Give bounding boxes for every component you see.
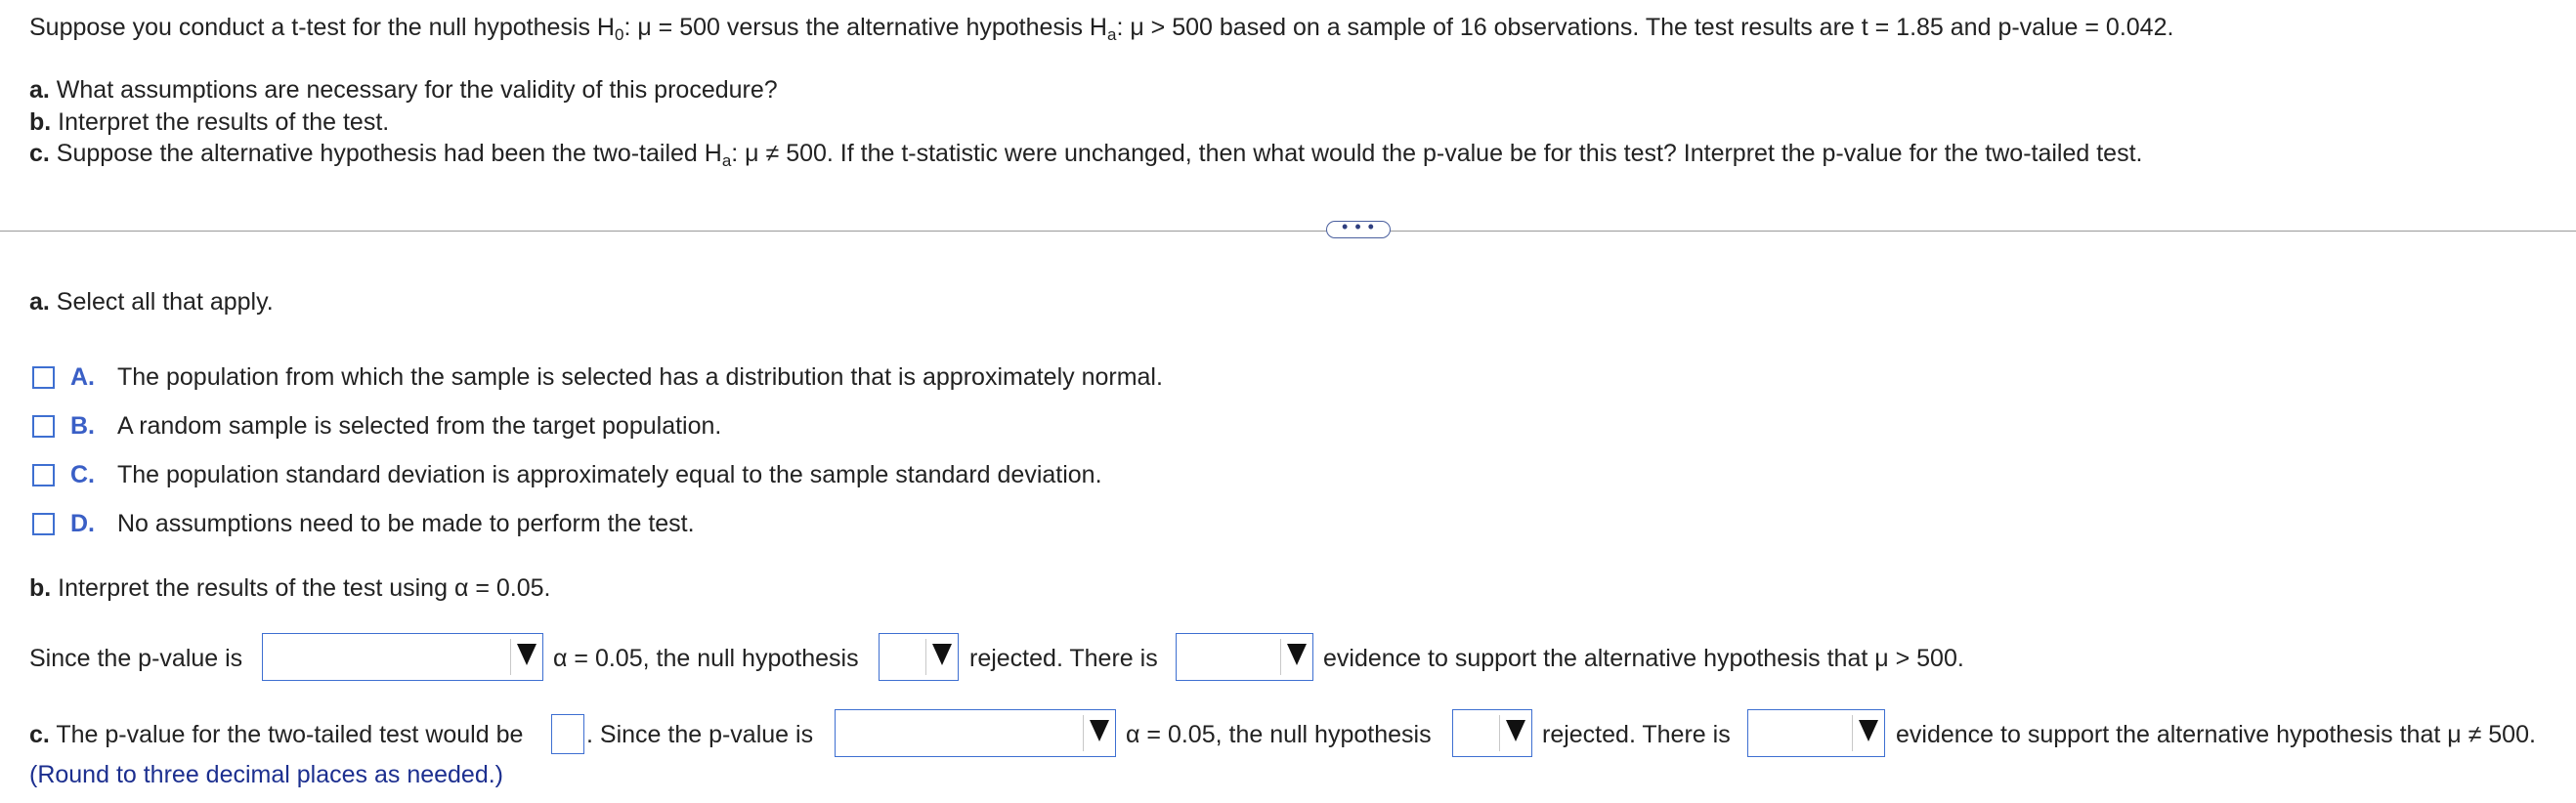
- c-pvalue-comparison-dropdown[interactable]: [835, 709, 1116, 757]
- b-sentence-3: rejected. There is: [969, 645, 1158, 672]
- option-c-letter: C.: [70, 461, 95, 488]
- c-sentence-5: evidence to support the alternative hypothesis that μ ≠ 500.: [1896, 721, 2536, 748]
- option-c[interactable]: [70, 461, 1102, 489]
- question-part-c: [29, 140, 2142, 168]
- part-c-subscript: a: [721, 151, 732, 170]
- b-sentence-2: α = 0.05, the null hypothesis: [553, 645, 859, 672]
- section-b-label: b.: [29, 574, 52, 602]
- b-sentence-1: Since the p-value is: [29, 645, 243, 672]
- intro-text-1: Suppose you conduct a t-test for the null hypothesis H: [29, 14, 615, 41]
- dropdown-arrow-icon: [1506, 720, 1525, 741]
- rounding-hint: (Round to three decimal places as needed.): [29, 761, 504, 788]
- dropdown-arrow-icon: [517, 644, 537, 665]
- part-b-label: b.: [29, 108, 52, 136]
- part-c-text-2: : μ ≠ 500. If the t-statistic were unchanged, then what would the p-value be for this test? Interpret the p-value for the two-tailed test.: [731, 140, 2143, 167]
- section-a-label: a.: [29, 288, 50, 316]
- option-b-letter: B.: [70, 412, 95, 440]
- option-b[interactable]: [70, 412, 721, 441]
- b-sentence-4: evidence to support the alternative hypothesis that μ > 500.: [1323, 645, 1964, 672]
- more-options-button[interactable]: [1326, 217, 1391, 238]
- c-sentence-1: [29, 721, 523, 749]
- dropdown-separator: [1852, 715, 1853, 751]
- option-a-letter: A.: [70, 363, 95, 391]
- part-c-label: c.: [29, 140, 50, 167]
- dropdown-separator: [925, 639, 926, 675]
- option-d-letter: D.: [70, 510, 95, 537]
- section-b-prompt: [29, 574, 551, 603]
- c-sentence-4: rejected. There is: [1542, 721, 1731, 748]
- option-c-checkbox[interactable]: [32, 464, 55, 486]
- option-a-checkbox[interactable]: [32, 366, 55, 389]
- h0-subscript: 0: [614, 25, 624, 44]
- part-a-label: a.: [29, 76, 50, 104]
- dropdown-separator: [1083, 715, 1084, 751]
- dropdown-separator: [1499, 715, 1500, 751]
- part-c-text-1: Suppose the alternative hypothesis had been the two-tailed H: [49, 140, 722, 167]
- section-a-prompt: [29, 288, 274, 317]
- section-divider: [0, 231, 2576, 232]
- option-c-text: The population standard deviation is approximately equal to the sample standard deviation.: [116, 461, 1102, 488]
- option-a[interactable]: [70, 363, 1163, 392]
- option-a-text: The population from which the sample is selected has a distribution that is approximately normal.: [116, 363, 1163, 391]
- option-b-checkbox[interactable]: [32, 415, 55, 438]
- option-d[interactable]: [70, 510, 695, 538]
- question-intro: [29, 14, 2173, 42]
- c-pvalue-input[interactable]: [551, 714, 584, 754]
- c-evidence-dropdown[interactable]: [1747, 709, 1885, 757]
- section-b-text: Interpret the results of the test using α = 0.05.: [51, 574, 551, 602]
- b-evidence-dropdown[interactable]: [1176, 633, 1313, 681]
- question-part-a: [29, 76, 778, 105]
- section-a-text: Select all that apply.: [49, 288, 274, 316]
- option-d-text: No assumptions need to be made to perform the test.: [116, 510, 695, 537]
- ha-subscript: a: [1106, 25, 1117, 44]
- part-a-text: What assumptions are necessary for the validity of this procedure?: [49, 76, 778, 104]
- c-text-1: The p-value for the two-tailed test would be: [49, 721, 524, 748]
- ellipsis-icon: • • •: [1342, 217, 1375, 236]
- option-b-text: A random sample is selected from the target population.: [116, 412, 722, 440]
- part-b-text: Interpret the results of the test.: [51, 108, 390, 136]
- intro-text-2: : μ = 500 versus the alternative hypothesis H: [623, 14, 1107, 41]
- b-null-hypothesis-dropdown[interactable]: [879, 633, 959, 681]
- question-part-b: [29, 108, 389, 137]
- dropdown-separator: [1280, 639, 1281, 675]
- dropdown-arrow-icon: [1287, 644, 1307, 665]
- dropdown-arrow-icon: [932, 644, 952, 665]
- dropdown-arrow-icon: [1090, 720, 1109, 741]
- c-null-hypothesis-dropdown[interactable]: [1452, 709, 1532, 757]
- b-pvalue-comparison-dropdown[interactable]: [262, 633, 543, 681]
- dropdown-arrow-icon: [1859, 720, 1878, 741]
- section-c-label: c.: [29, 721, 50, 748]
- intro-text-3: : μ > 500 based on a sample of 16 observations. The test results are t = 1.85 and p-value = 0.042.: [1116, 14, 2174, 41]
- option-d-checkbox[interactable]: [32, 513, 55, 535]
- dropdown-separator: [510, 639, 511, 675]
- c-sentence-2: . Since the p-value is: [586, 721, 814, 748]
- c-sentence-3: α = 0.05, the null hypothesis: [1126, 721, 1432, 748]
